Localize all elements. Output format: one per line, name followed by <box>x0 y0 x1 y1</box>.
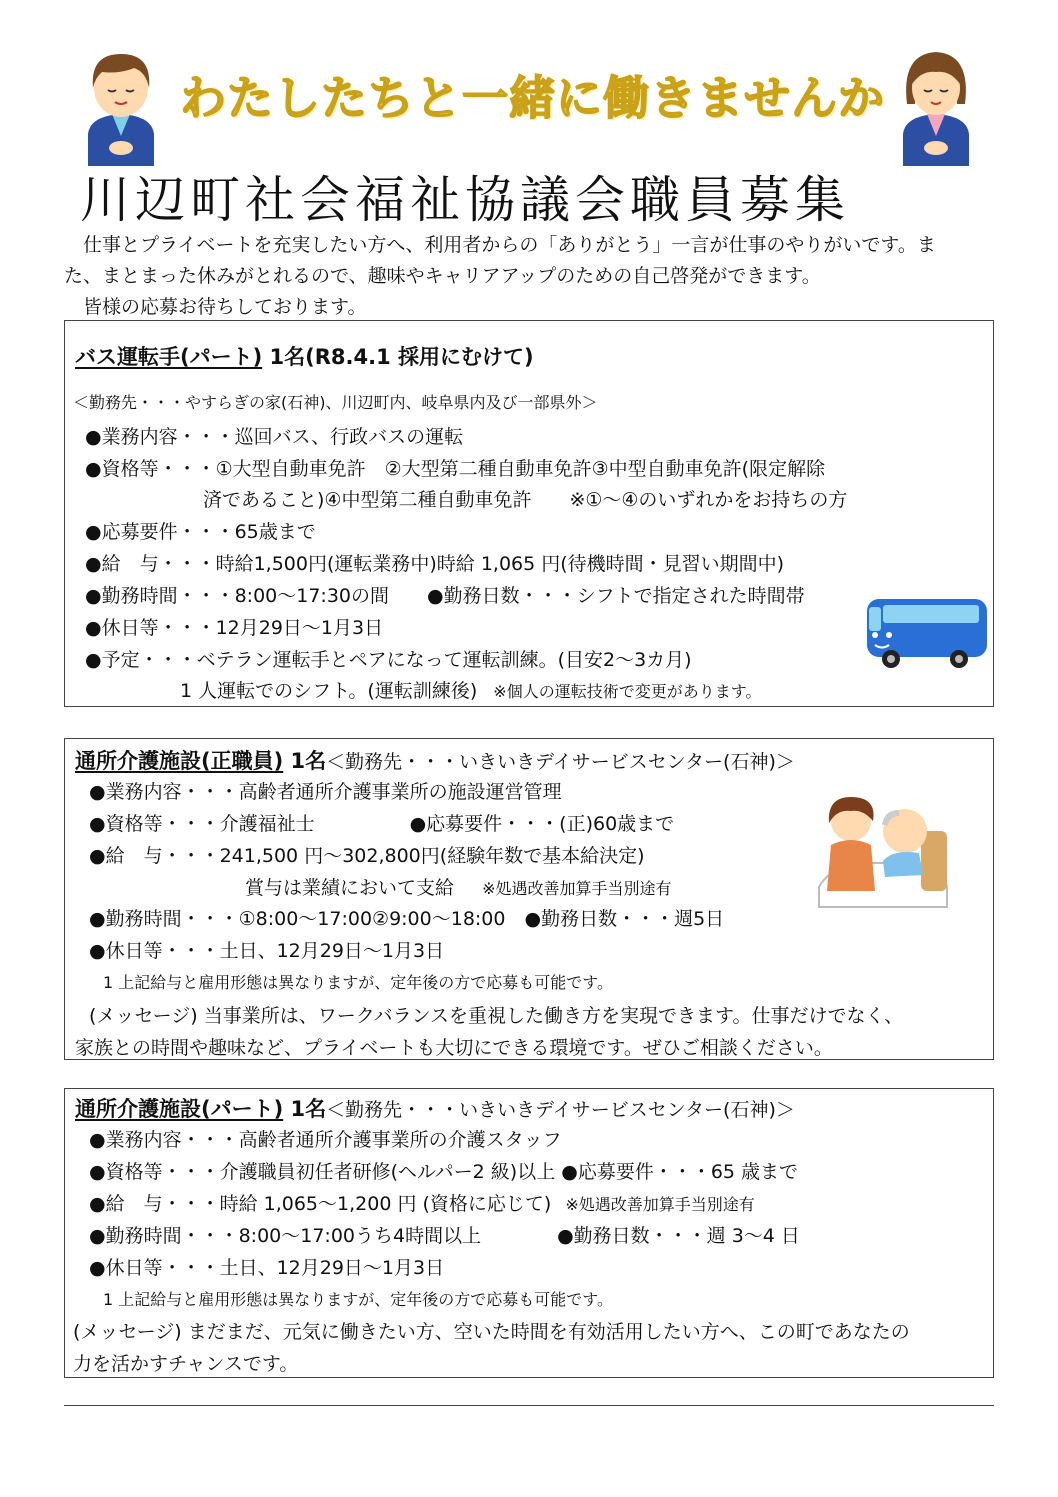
job-count: 1名 <box>283 1097 327 1121</box>
plan: ●予定・・・ベテラン運転手とペアになって運転訓練。(目安2～3カ月) <box>85 649 692 671</box>
qualifications-continued: 済であること)④中型第二種自動車免許 ※①～④のいずれかをお持ちの方 <box>203 489 848 511</box>
message-continued: 力を活かすチャンスです。 <box>73 1353 299 1375</box>
woman-illustration <box>895 44 977 166</box>
plan-shift: 1 人運転でのシフト。(運転訓練後) <box>180 680 478 702</box>
bus-illustration <box>863 593 991 671</box>
workplace: ＜勤務先・・・いきいきデイサービスセンター(石神)＞ <box>326 751 795 773</box>
bonus-line <box>245 873 671 900</box>
working-hours: ●勤務時間・・・8:00～17:30の間 ●勤務日数・・・シフトで指定された時間帯 <box>85 585 805 607</box>
parttime-care-section <box>64 1088 994 1378</box>
bonus-note: ※処遇改善加算手当別途有 <box>482 879 672 898</box>
working-hours: ●勤務時間・・・①8:00～17:00②9:00～18:00 ●勤務日数・・・週5日 <box>89 908 725 930</box>
slogan: わたしたちと一緒に働きませんか <box>180 71 885 125</box>
intro-line: 仕事とプライベートを充実したい方へ、利用者からの「ありがとう」一言が仕事のやりがいです。ま <box>64 234 936 256</box>
caregiver-illustration <box>813 791 953 911</box>
page-title: 川辺町社会福祉協議会職員募集 <box>80 171 850 229</box>
job-title: 通所介護施設(正職員) <box>75 749 284 773</box>
section-heading <box>75 341 534 371</box>
message-continued: 家族との時間や趣味など、プライベートも大切にできる環境です。ぜひご相談ください。 <box>75 1037 833 1059</box>
duties: ●業務内容・・・高齢者通所介護事業所の介護スタッフ <box>89 1129 562 1151</box>
duties: ●業務内容・・・巡回バス、行政バスの運転 <box>85 426 464 448</box>
job-title: バス運転手(パート) <box>75 345 263 369</box>
holidays: ●休日等・・・土日、12月29日～1月3日 <box>89 1257 445 1279</box>
duties: ●業務内容・・・高齢者通所介護事業所の施設運営管理 <box>89 781 562 803</box>
holidays: ●休日等・・・12月29日～1月3日 <box>85 617 384 639</box>
qualifications: ●資格等・・・介護福祉士 ●応募要件・・・(正)60歳まで <box>89 813 675 835</box>
qualifications: ●資格等・・・介護職員初任者研修(ヘルパー2 級)以上 ●応募要件・・・65 歳まで <box>89 1161 799 1183</box>
pay-note: ※処遇改善加算手当別途有 <box>565 1195 755 1214</box>
pay: ●給 与・・・時給 1,065～1,200 円 (資格に応じて) <box>89 1193 552 1215</box>
pay: ●給 与・・・241,500 円～302,800円(経験年数で基本給決定) <box>89 845 645 867</box>
pay: ●給 与・・・時給1,500円(運転業務中)時給 1,065 円(待機時間・見習い期間中) <box>85 553 785 575</box>
intro-line: た、まとまった休みがとれるので、趣味やキャリアアップのための自己啓発ができます。 <box>64 265 821 287</box>
requirement: ●応募要件・・・65歳まで <box>85 521 316 543</box>
section-heading <box>75 745 795 775</box>
job-count: 1名 <box>283 749 327 773</box>
bonus: 賞与は業績において支給 <box>245 877 455 899</box>
pay-line <box>89 1189 755 1216</box>
footer-divider <box>64 1405 994 1406</box>
message: (メッセージ) 当事業所は、ワークバランスを重視した働き方を実現できます。仕事だけでなく、 <box>89 1005 904 1027</box>
fulltime-care-section <box>64 738 994 1060</box>
bus-driver-section <box>64 320 994 707</box>
plan-note: ※個人の運転技術で変更があります。 <box>493 682 762 701</box>
intro-text <box>64 230 1004 323</box>
intro-line: 皆様の応募お待ちしております。 <box>64 296 367 318</box>
man-illustration <box>80 44 162 166</box>
holidays: ●休日等・・・土日、12月29日～1月3日 <box>89 940 445 962</box>
note: 1 上記給与と雇用形態は異なりますが、定年後の方で応募も可能です。 <box>103 1290 613 1309</box>
working-hours: ●勤務時間・・・8:00～17:00うち4時間以上 ●勤務日数・・・週 3～4 日 <box>89 1225 800 1247</box>
workplace: ＜勤務先・・・いきいきデイサービスセンター(石神)＞ <box>326 1099 795 1121</box>
qualifications: ●資格等・・・①大型自動車免許 ②大型第二種自動車免許③中型自動車免許(限定解除 <box>85 458 826 480</box>
job-title: 通所介護施設(パート) <box>75 1097 284 1121</box>
job-count: 1名(R8.4.1 採用にむけて) <box>262 345 534 369</box>
section-heading <box>75 1093 795 1123</box>
workplace: ＜勤務先・・・やすらぎの家(石神)、川辺町内、岐阜県内及び一部県外＞ <box>73 393 598 412</box>
plan-continued <box>180 676 761 703</box>
note: 1 上記給与と雇用形態は異なりますが、定年後の方で応募も可能です。 <box>103 973 613 992</box>
message: (メッセージ) まだまだ、元気に働きたい方、空いた時間を有効活用したい方へ、この町であなたの <box>73 1321 910 1343</box>
